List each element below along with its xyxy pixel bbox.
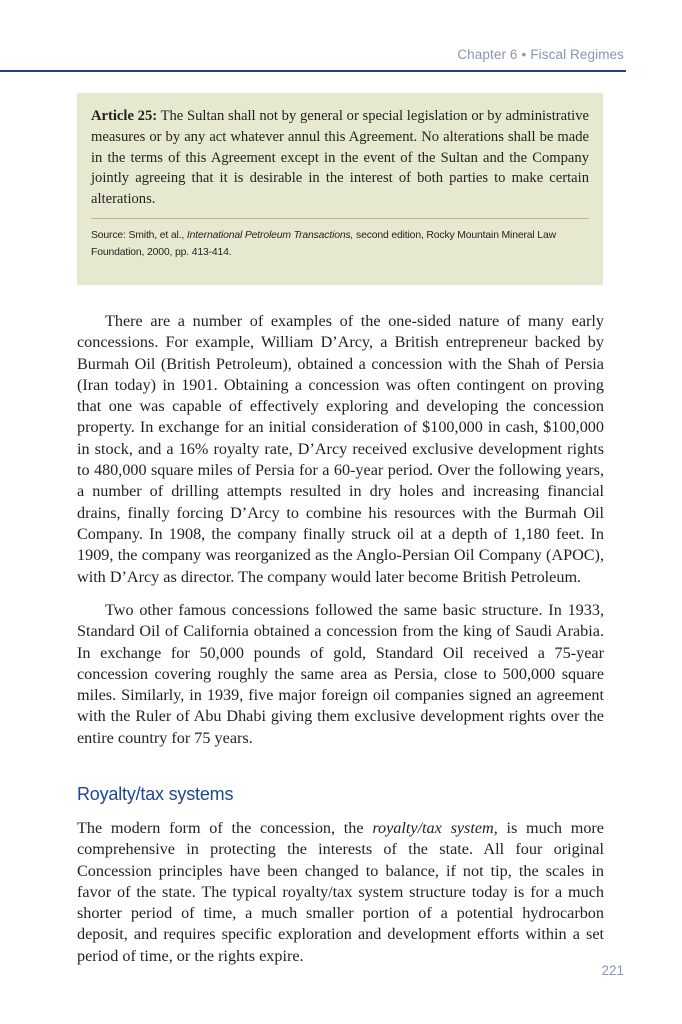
header-separator: • xyxy=(521,47,527,62)
section-heading: Royalty/tax systems xyxy=(77,784,234,804)
running-header xyxy=(457,47,624,62)
source-divider xyxy=(91,218,589,219)
source-suffix: second edition, Rocky Mountain Mineral Law Foundation, 2000, pp. 413-414. xyxy=(91,229,556,258)
sidebar-box xyxy=(77,93,603,285)
paragraph-3-term: royalty/tax system xyxy=(372,819,494,837)
source-prefix: Source: Smith, et al., xyxy=(91,229,185,241)
paragraph-3-rest: , is much more comprehensive in protecting the interests of the state. All four original Concession principles have been changed to balance, if not tip, the scales in favor of the state. The typical royalty/tax system structure today is for a much shorter period of time, a much smaller portion of a potential hydrocarbon deposit, and requires specific exploration and development efforts within a set period of time, or the rights expire. xyxy=(77,819,604,965)
page-number: 221 xyxy=(601,963,624,978)
source-title: International Petroleum Transactions, xyxy=(186,229,354,241)
source-citation xyxy=(91,228,589,261)
body-paragraph-3 xyxy=(77,818,604,967)
paragraph-3-start: The modern form of the concession, the xyxy=(77,819,364,837)
body-paragraph-1: There are a number of examples of the one-sided nature of many early concessions. For example, William D’Arcy, a British entrepreneur backed by Burmah Oil (British Petroleum), obtained a concession with the Shah of Persia (Iran today) in 1901. Obtaining a concession was often contingent on proving that one was capable of effectively exploring and developing the concession property. In exchange for an initial consideration of $100,000 in cash, $100,000 in stock, and a 16% royalty rate, D’Arcy received exclusive development rights to 480,000 square miles of Persia for a 60-year period. Over the following years, a number of drilling attempts resulted in dry holes and increasing financial drains, finally forcing D’Arcy to combine his resources with the Burmah Oil Company. In 1908, the company finally struck oil at a depth of 1,180 feet. In 1909, the company was reorganized as the Anglo-Persian Oil Company (APOC), with D’Arcy as director. The company would later become British Petroleum. xyxy=(77,312,604,586)
article-text: The Sultan shall not by general or special legislation or by administrative measures or by any act whatever annul this Agreement. No alterations shall be made in the terms of this Agreement except in the event of the Sultan and the Company jointly agreeing that it is desirable in the interest of both parties to make certain alterations. xyxy=(91,108,589,208)
chapter-label: Chapter 6 xyxy=(457,47,518,62)
article-quote xyxy=(91,106,589,210)
header-rule xyxy=(0,70,626,72)
article-label: Article 25: xyxy=(91,108,158,124)
chapter-title: Fiscal Regimes xyxy=(530,47,624,62)
body-paragraph-2: Two other famous concessions followed the same basic structure. In 1933, Standard Oil of California obtained a concession from the king of Saudi Arabia. In exchange for 50,000 pounds of gold, Standard Oil received a 75-year concession covering roughly the same area as Persia, close to 500,000 square miles. Similarly, in 1939, five major foreign oil companies signed an agreement with the Ruler of Abu Dhabi giving them exclusive development rights over the entire country for 75 years. xyxy=(77,601,604,747)
